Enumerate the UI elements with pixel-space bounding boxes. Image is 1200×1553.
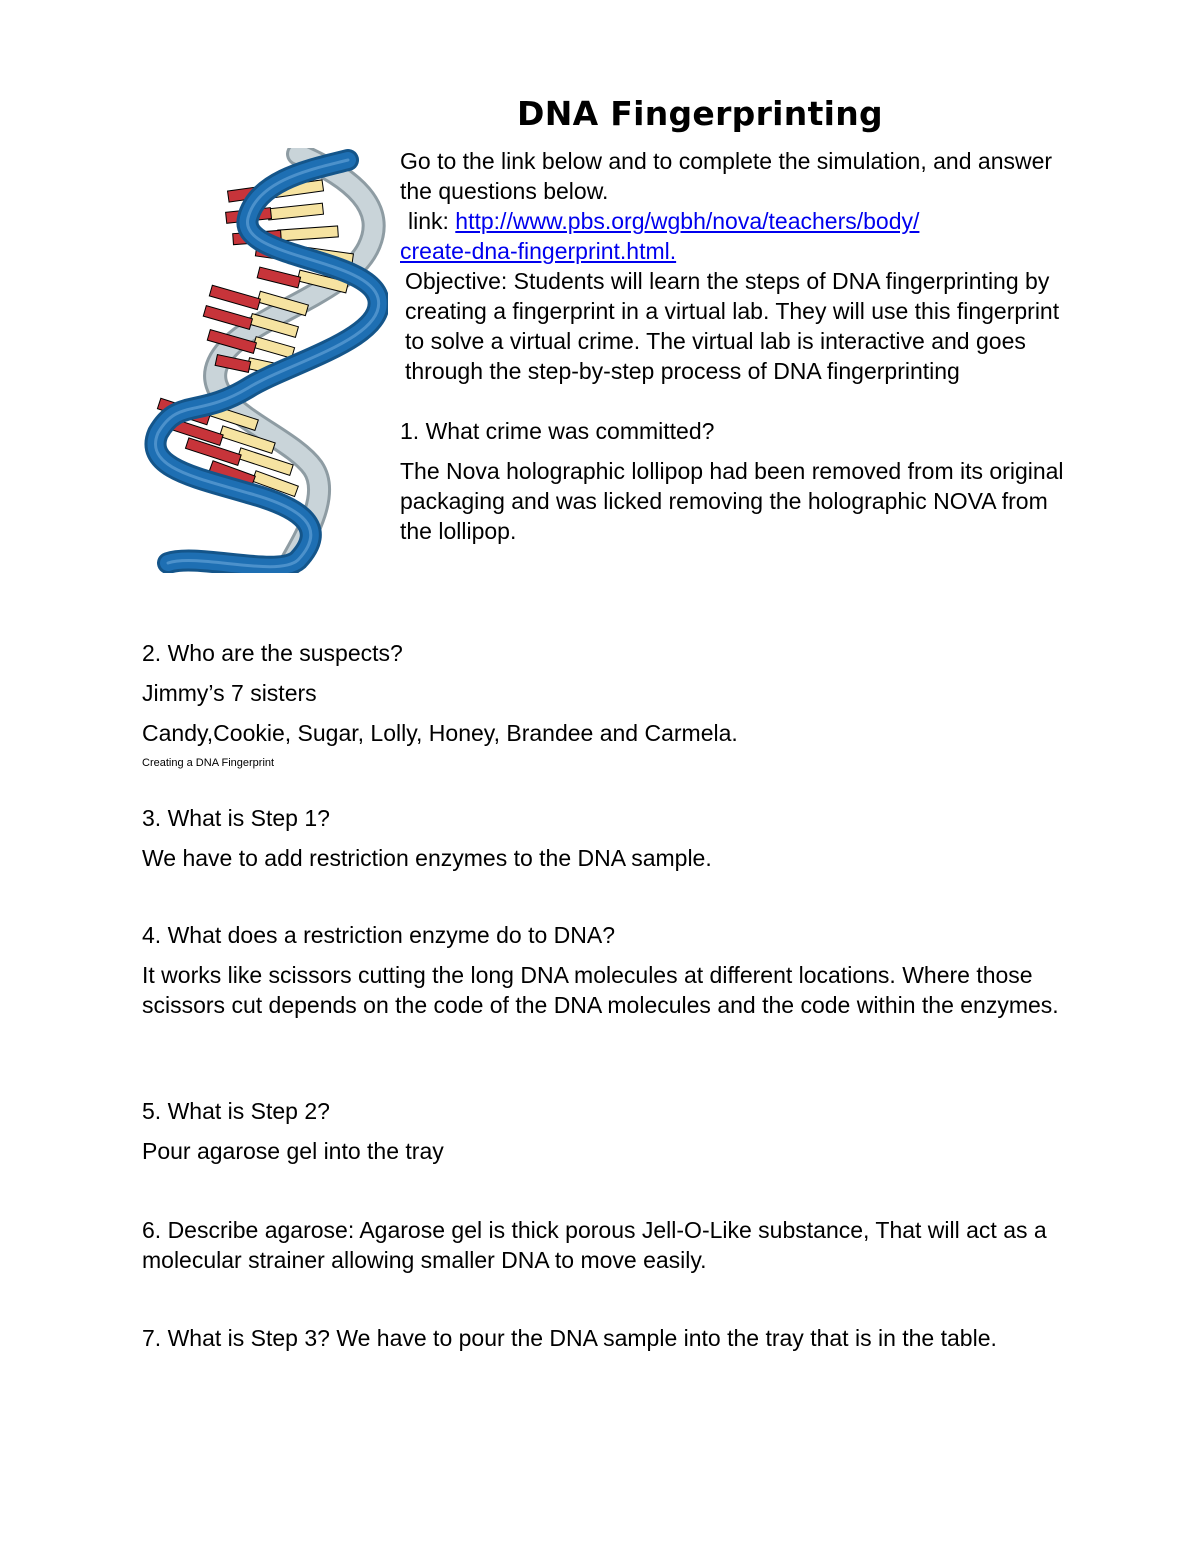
simulation-link-continued[interactable]: create-dna-fingerprint.html. [400,238,677,264]
dna-helix-image [138,148,388,573]
answer-3: We have to add restriction enzymes to the DNA sample. [142,845,712,871]
caption-note: Creating a DNA Fingerprint [142,757,275,769]
objective-text: Objective: Students will learn the steps of DNA fingerprinting by creating a fingerprint in a virtual lab. They will use this fingerprint to solve a virtual crime. The virtual lab is interactive and goes through the step-by-step process of DNA fingerprinting [405,268,1060,384]
question-1: 1. What crime was committed? [400,418,715,444]
answer-5: Pour agarose gel into the tray [142,1138,444,1164]
question-5: 5. What is Step 2? [142,1098,330,1124]
question-2: 2. Who are the suspects? [142,640,403,666]
question-7: 7. What is Step 3? We have to pour the DNA sample into the tray that is in the table. [142,1325,997,1351]
simulation-link[interactable]: http://www.pbs.org/wgbh/nova/teachers/body/ [455,208,920,234]
question-4: 4. What does a restriction enzyme do to DNA? [142,922,615,948]
intro-column [400,146,1080,546]
link-label: link: [408,208,449,234]
qa-block-7 [142,1323,1082,1353]
qa-block-4 [142,920,1082,1020]
link-line [400,206,1080,236]
qa-block-2 [142,638,1082,770]
intro-text: Go to the link below and to complete the simulation, and answer the questions below. [400,148,1053,204]
answer-1: The Nova holographic lollipop had been removed from its original packaging and was licked removing the holographic NOVA from the lollipop. [400,458,1064,544]
page-title: DNA Fingerprinting [517,94,883,133]
qa-block-6 [142,1215,1082,1275]
answer-2-line-1: Jimmy’s 7 sisters [142,680,317,706]
link-continuation [400,236,1080,266]
question-3: 3. What is Step 1? [142,805,330,831]
question-6: 6. Describe agarose: Agarose gel is thick porous Jell-O-Like substance, That will act as a molecular strainer allowing smaller DNA to move easily. [142,1217,1047,1273]
answer-4: It works like scissors cutting the long DNA molecules at different locations. Where those scissors cut depends on the code of the DNA molecules and the code within the enzymes. [142,962,1059,1018]
qa-block-5 [142,1096,1082,1166]
qa-block-3 [142,803,1082,873]
answer-2-line-2: Candy,Cookie, Sugar, Lolly, Honey, Brandee and Carmela. [142,720,738,746]
